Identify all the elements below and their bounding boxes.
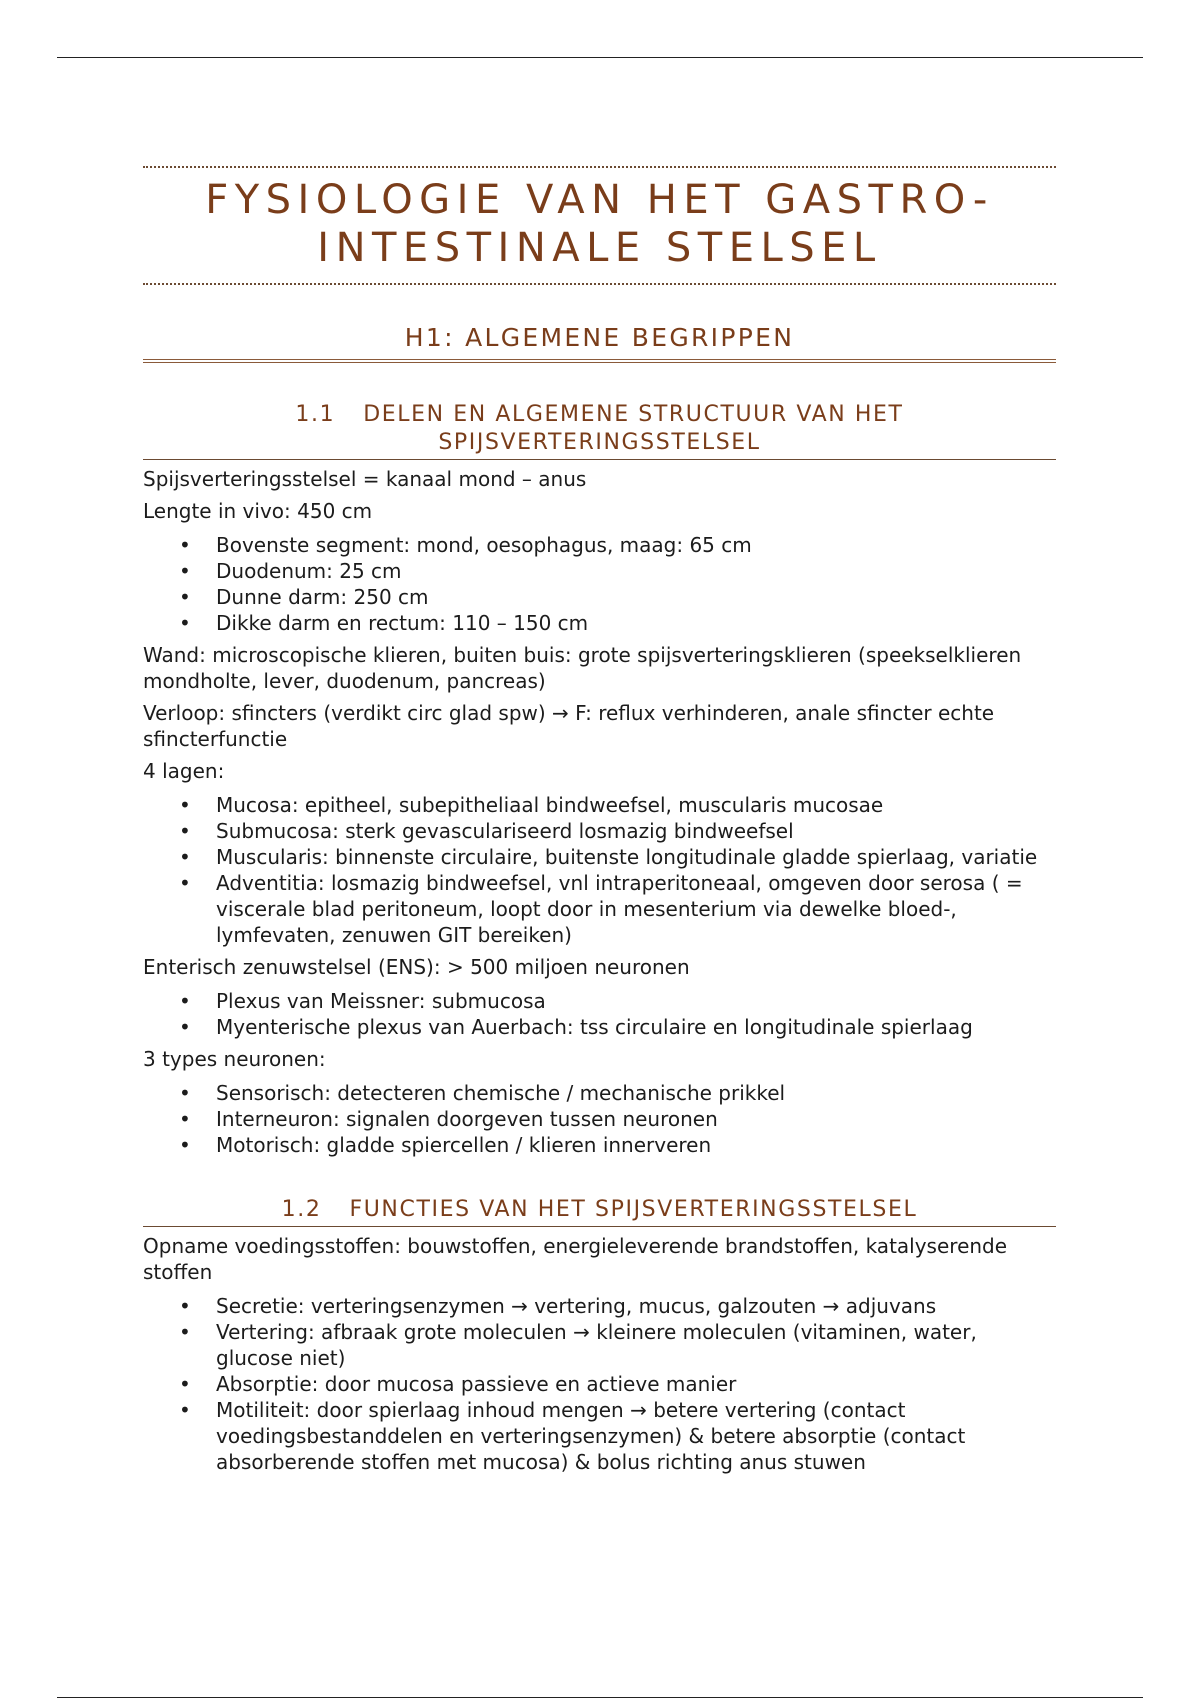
paragraph: 4 lagen: bbox=[143, 759, 225, 783]
list-item: • Dikke darm en rectum: 110 – 150 cm bbox=[216, 610, 1056, 636]
document-title-line-2: INTESTINALE STELSEL bbox=[317, 225, 882, 271]
document-body bbox=[143, 166, 1056, 1475]
list-item: • Absorptie: door mucosa passieve en actieve manier bbox=[216, 1371, 1056, 1397]
list-item: • Submucosa: sterk gevasculariseerd losmazig bindweefsel bbox=[216, 818, 1056, 844]
list-item: • Vertering: afbraak grote moleculen → kleinere moleculen (vitaminen, water, glucose niet) bbox=[216, 1319, 1056, 1371]
list-item: • Sensorisch: detecteren chemische / mechanische prikkel bbox=[216, 1080, 1056, 1106]
list-item: • Motorisch: gladde spiercellen / klieren innerveren bbox=[216, 1132, 1056, 1158]
list-item: • Interneuron: signalen doorgeven tussen neuronen bbox=[216, 1106, 1056, 1132]
list-item: • Muscularis: binnenste circulaire, buitenste longitudinale gladde spierlaag, variatie bbox=[216, 844, 1056, 870]
list-item: • Motiliteit: door spierlaag inhoud mengen → betere vertering (contact voedingsbestanddelen en verteringsenzymen) & betere absorptie (contact absorberende stoffen met mucosa) & bolus richting anus stuwen bbox=[216, 1397, 1056, 1475]
list-item: • Dunne darm: 250 cm bbox=[216, 584, 1056, 610]
document-title-line-1: FYSIOLOGIE VAN HET GASTRO- bbox=[205, 177, 994, 223]
list-item: • Myenterische plexus van Auerbach: tss circulaire en longitudinale spierlaag bbox=[216, 1014, 1056, 1040]
bullet-list-neurons bbox=[143, 1080, 1056, 1158]
paragraph: Opname voedingsstoffen: bouwstoffen, energieleverende brandstoffen, katalyserende stoffen bbox=[143, 1234, 1008, 1284]
section-number: 1.2 bbox=[281, 1197, 322, 1222]
section-title-line-1: FUNCTIES VAN HET SPIJSVERTERINGSSTELSEL bbox=[349, 1197, 918, 1222]
paragraph: 3 types neuronen: bbox=[143, 1047, 326, 1071]
section-heading-1-1 bbox=[143, 401, 1056, 460]
section-title-line-1: DELEN EN ALGEMENE STRUCTUUR VAN HET bbox=[363, 402, 904, 427]
chapter-heading: H1: ALGEMENE BEGRIPPEN bbox=[143, 323, 1056, 363]
list-item: • Bovenste segment: mond, oesophagus, maag: 65 cm bbox=[216, 532, 1056, 558]
list-item: • Plexus van Meissner: submucosa bbox=[216, 988, 1056, 1014]
paragraph: Spijsverteringsstelsel = kanaal mond – anus bbox=[143, 467, 587, 491]
bullet-list-lengths bbox=[143, 532, 1056, 636]
paragraph: Lengte in vivo: 450 cm bbox=[143, 499, 373, 523]
bullet-list-layers bbox=[143, 792, 1056, 948]
bullet-list-plexus bbox=[143, 988, 1056, 1040]
list-item: • Duodenum: 25 cm bbox=[216, 558, 1056, 584]
paragraph: Wand: microscopische klieren, buiten buis: grote spijsverteringsklieren (speekselklieren mondholte, lever, duodenum, pancreas) bbox=[143, 643, 1022, 693]
document-title bbox=[143, 166, 1056, 285]
page-bottom-rule bbox=[57, 1697, 1143, 1698]
section-title-line-2: SPIJSVERTERINGSSTELSEL bbox=[438, 430, 761, 455]
list-item: • Secretie: verteringsenzymen → vertering, mucus, galzouten → adjuvans bbox=[216, 1293, 1056, 1319]
list-item: • Mucosa: epitheel, subepitheliaal bindweefsel, muscularis mucosae bbox=[216, 792, 1056, 818]
page-top-rule bbox=[57, 57, 1143, 58]
paragraph: Verloop: sfincters (verdikt circ glad spw) → F: reflux verhinderen, anale sfincter echte sfincterfunctie bbox=[143, 701, 995, 751]
section-heading-1-2 bbox=[143, 1196, 1056, 1227]
paragraph: Enterisch zenuwstelsel (ENS): > 500 miljoen neuronen bbox=[143, 955, 690, 979]
section-number: 1.1 bbox=[295, 402, 336, 427]
list-item: • Adventitia: losmazig bindweefsel, vnl intraperitoneaal, omgeven door serosa ( = viscerale blad peritoneum, loopt door in mesenterium via dewelke bloed-, lymfevaten, zenuwen GIT bereiken) bbox=[216, 870, 1056, 948]
bullet-list-functions bbox=[143, 1293, 1056, 1475]
